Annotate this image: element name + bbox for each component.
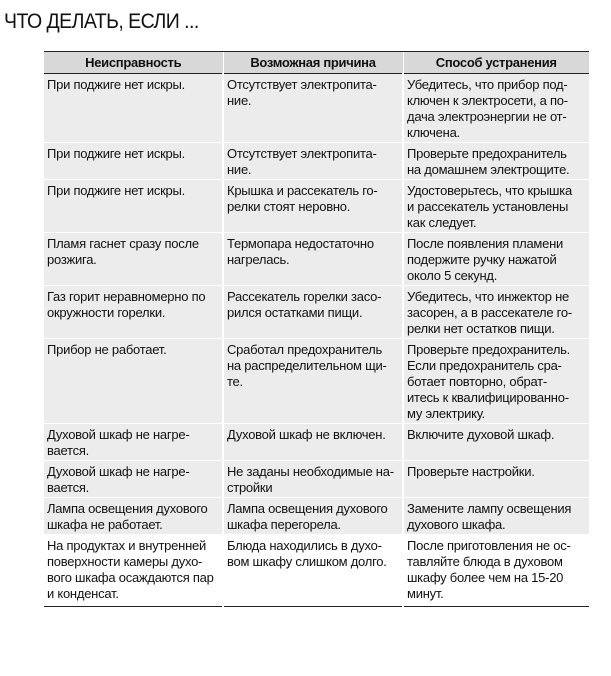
table-row — [44, 461, 589, 498]
header-cause: Возможная причина — [223, 52, 403, 74]
cause-cell — [223, 233, 403, 286]
page-title: ЧТО ДЕЛАТЬ, ЕСЛИ ... — [4, 10, 199, 33]
problem-cell — [44, 233, 223, 286]
fix-cell — [403, 424, 589, 461]
header-problem: Неисправность — [44, 52, 223, 74]
problem-cell — [44, 74, 223, 143]
header-fix: Способ устранения — [403, 52, 589, 74]
fix-text: Проверьте настройки. — [407, 464, 535, 479]
problem-text: Пламя гаснет сразу после розжига. — [47, 236, 199, 267]
cause-cell — [223, 286, 403, 339]
problem-text: Газ горит неравномерно по окружности горелки. — [47, 289, 206, 320]
cause-cell — [223, 424, 403, 461]
problem-cell — [44, 498, 223, 535]
table-row — [44, 286, 589, 339]
fix-cell — [403, 286, 589, 339]
table-row — [44, 74, 589, 143]
problem-cell — [44, 143, 223, 180]
table-row — [44, 143, 589, 180]
cause-text: Духовой шкаф не включен. — [227, 427, 386, 442]
problem-text: Лампа освещения духового шкафа не работает. — [47, 501, 208, 532]
problem-text: Прибор не работает. — [47, 342, 167, 357]
cause-text: Отсутствует электропита- ние. — [227, 146, 377, 177]
cause-text: Отсутствует электропита- ние. — [227, 77, 377, 108]
problem-text: Духовой шкаф не нагре- вается. — [47, 427, 190, 458]
problem-text: При поджиге нет искры. — [47, 77, 185, 92]
fix-cell — [403, 233, 589, 286]
table-row — [44, 498, 589, 535]
cause-cell — [223, 143, 403, 180]
problem-text: При поджиге нет искры. — [47, 183, 185, 198]
cause-cell — [223, 461, 403, 498]
troubleshooting-table — [44, 51, 589, 607]
problem-cell — [44, 535, 223, 607]
cause-text: Сработал предохранитель на распределительном щи- те. — [227, 342, 387, 389]
fix-text: После приготовления не ос- тавляйте блюда в духовом шкафу более чем на 15-20 минут. — [407, 538, 571, 601]
cause-cell — [223, 339, 403, 424]
fix-text: Включите духовой шкаф. — [407, 427, 555, 442]
problem-text: На продуктах и внутренней поверхности камеры духо- вого шкафа осаждаются пар и конденсат. — [47, 538, 214, 601]
fix-cell — [403, 498, 589, 535]
table-row — [44, 339, 589, 424]
problem-text: Духовой шкаф не нагре- вается. — [47, 464, 190, 495]
cause-text: Блюда находились в духо- вом шкафу слишком долго. — [227, 538, 387, 569]
cause-text: Не заданы необходимые на- стройки — [227, 464, 394, 495]
fix-cell — [403, 180, 589, 233]
table-header-row — [44, 52, 589, 74]
cause-text: Лампа освещения духового шкафа перегорела. — [227, 501, 388, 532]
cause-cell — [223, 498, 403, 535]
fix-cell — [403, 339, 589, 424]
fix-text: Убедитесь, что инжектор не засорен, а в рассекателе го- релки нет остатков пищи. — [407, 289, 572, 336]
table-row — [44, 535, 589, 607]
table-row — [44, 180, 589, 233]
cause-cell — [223, 535, 403, 607]
fix-text: Удостоверьтесь, что крышка и рассекатель установлены как следует. — [407, 183, 572, 230]
problem-cell — [44, 424, 223, 461]
cause-text: Крышка и рассекатель го- релки стоят неровно. — [227, 183, 378, 214]
cause-cell — [223, 180, 403, 233]
fix-cell — [403, 461, 589, 498]
table-row — [44, 424, 589, 461]
problem-cell — [44, 180, 223, 233]
fix-cell — [403, 535, 589, 607]
fix-text: Проверьте предохранитель на домашнем электрощите. — [407, 146, 570, 177]
problem-cell — [44, 286, 223, 339]
fix-text: Проверьте предохранитель. Если предохранитель сра- ботает повторно, обрат- итесь к квалифицированно- му электрику. — [407, 342, 571, 421]
table-row — [44, 233, 589, 286]
problem-text: При поджиге нет искры. — [47, 146, 185, 161]
cause-cell — [223, 74, 403, 143]
fix-text: Замените лампу освещения духового шкафа. — [407, 501, 572, 532]
fix-text: После появления пламени подержите ручку нажатой около 5 секунд. — [407, 236, 564, 283]
fix-cell — [403, 143, 589, 180]
problem-cell — [44, 461, 223, 498]
fix-text: Убедитесь, что прибор под- ключен к электросети, а по- дача электроэнергии не от- ключена. — [407, 77, 568, 140]
cause-text: Рассекатель горелки засо- рился остатками пищи. — [227, 289, 382, 320]
problem-cell — [44, 339, 223, 424]
fix-cell — [403, 74, 589, 143]
cause-text: Термопара недостаточно нагрелась. — [227, 236, 374, 267]
